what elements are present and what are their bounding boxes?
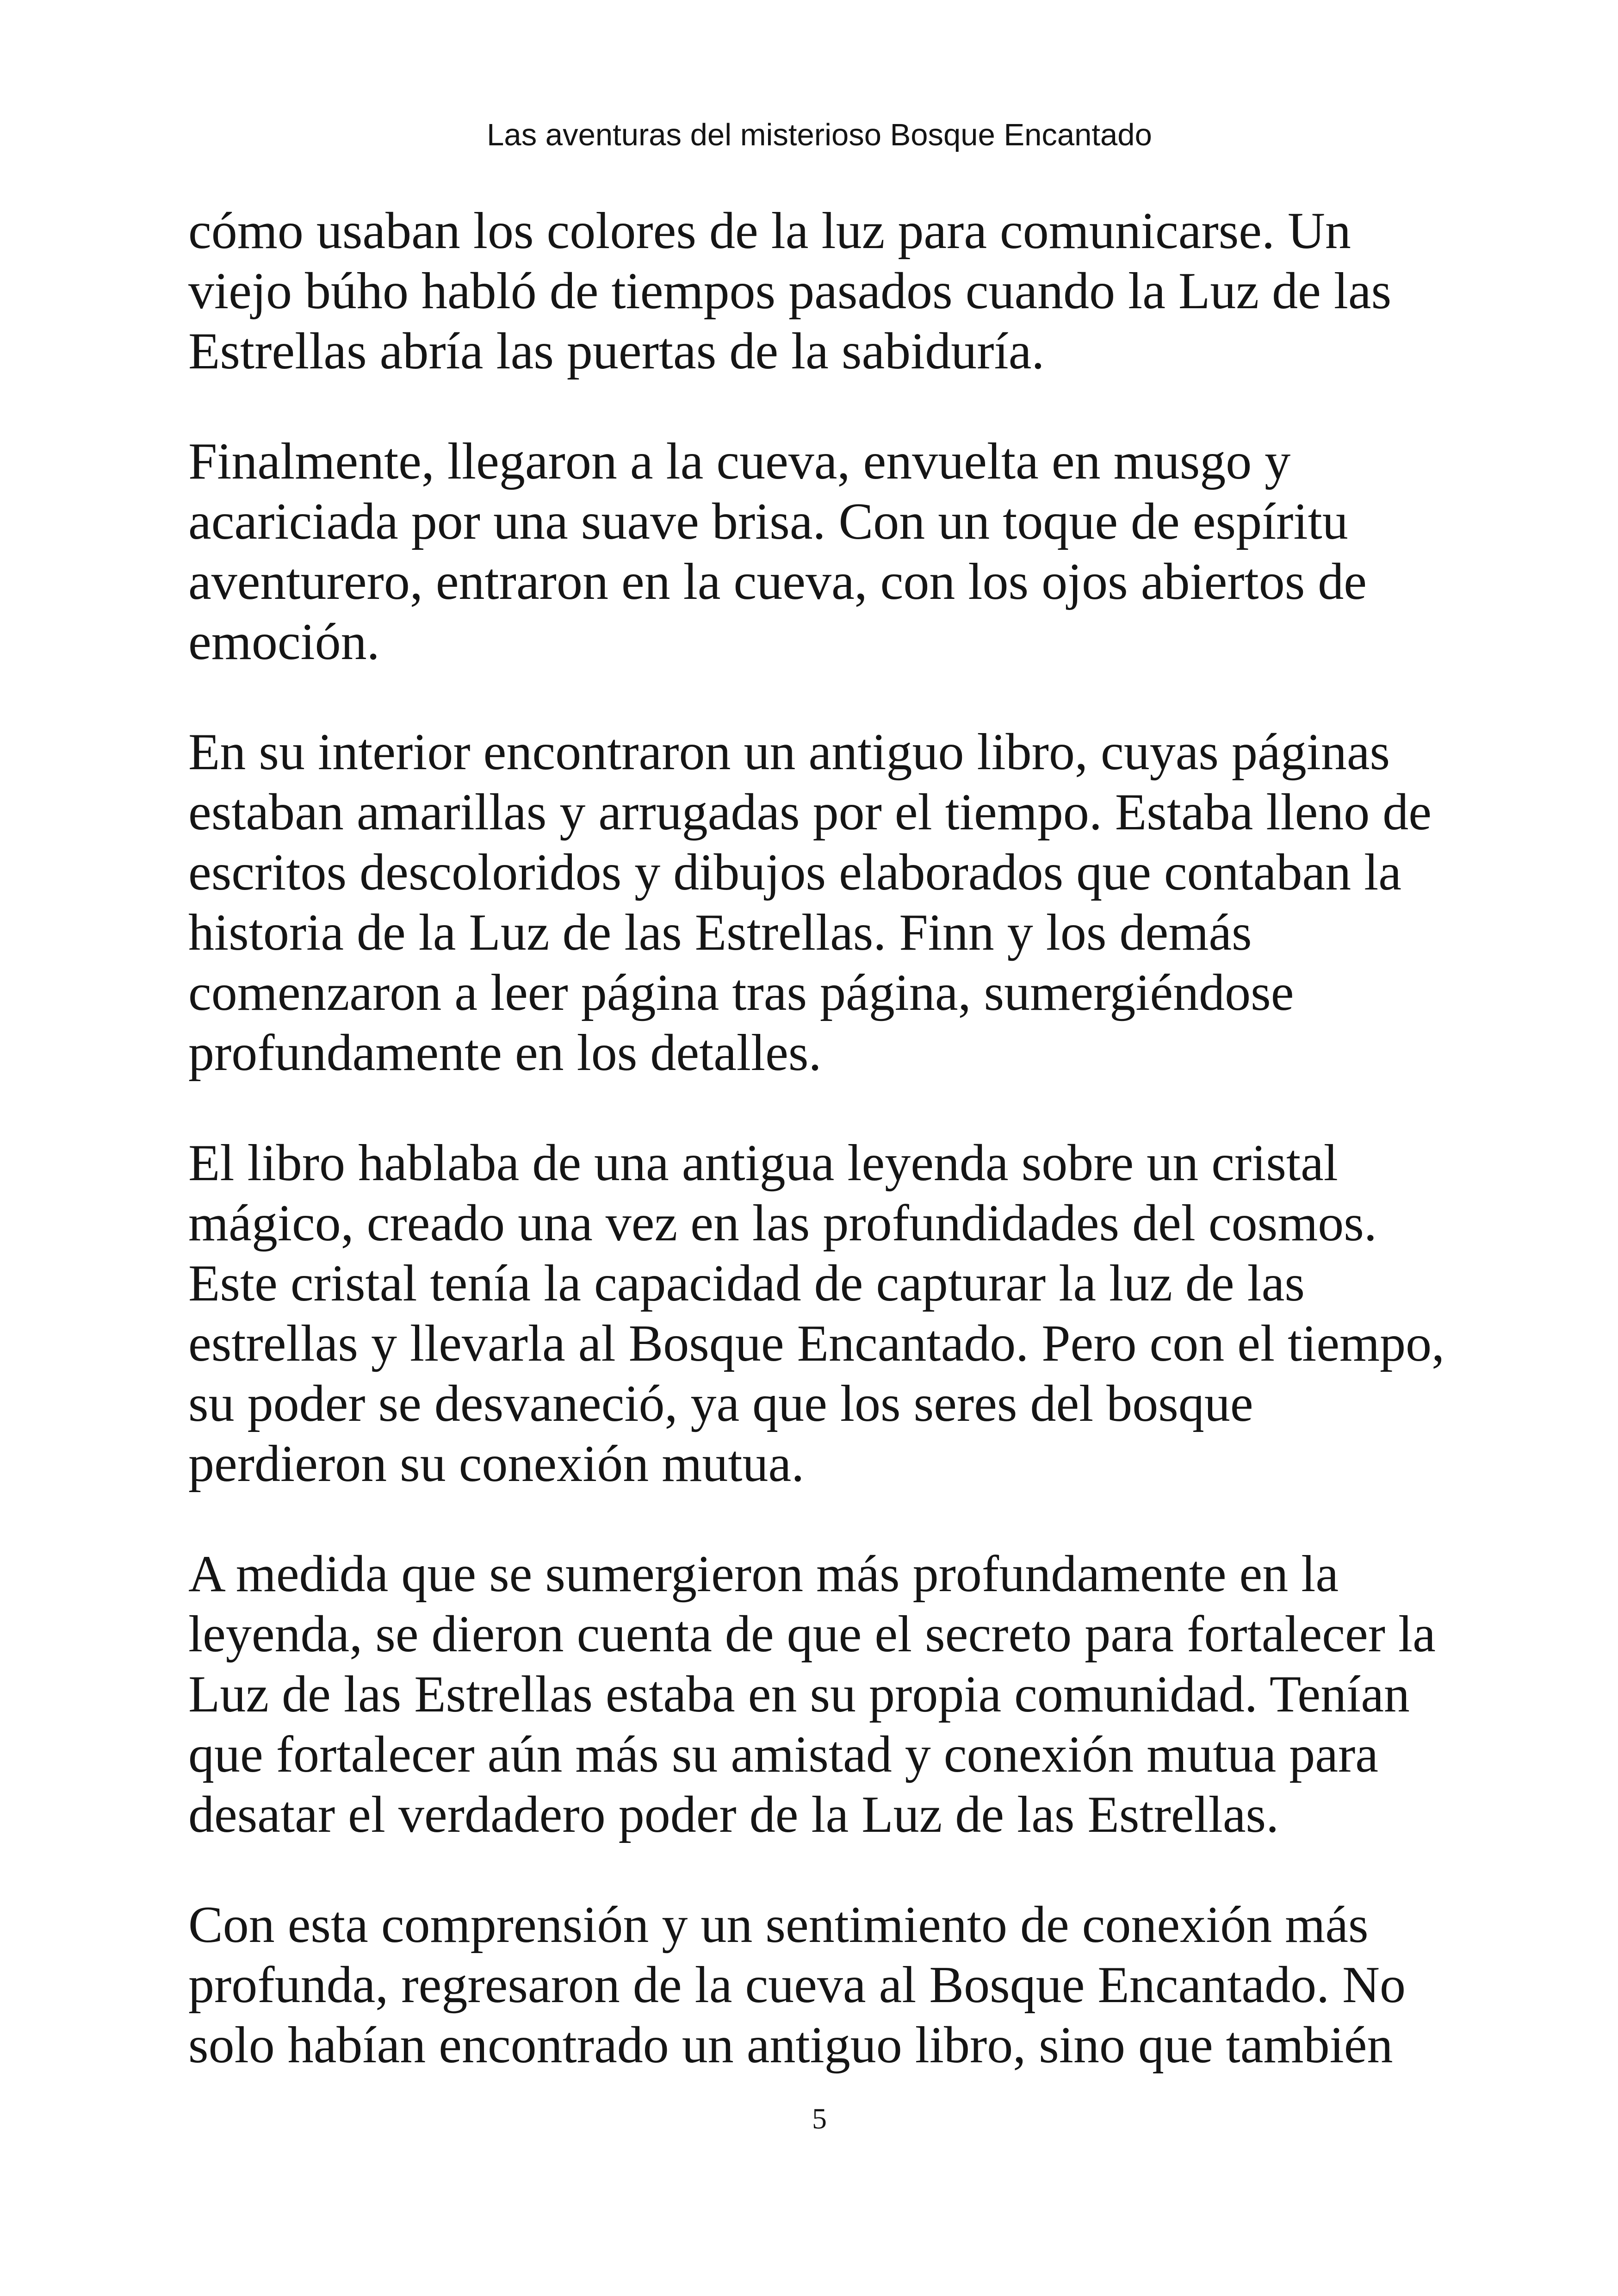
text-line: historia de la Luz de las Estrellas. Finn y los demás — [188, 904, 1252, 961]
text-line: viejo búho habló de tiempos pasados cuando la Luz de las — [188, 262, 1392, 320]
text-line: estrellas y llevarla al Bosque Encantado. Pero con el tiempo, — [188, 1315, 1445, 1372]
text-line: Finalmente, llegaron a la cueva, envuelta en musgo y — [188, 433, 1291, 490]
text-line: Luz de las Estrellas estaba en su propia comunidad. Tenían — [188, 1666, 1410, 1723]
paragraph — [188, 1133, 1451, 1494]
text-line: A medida que se sumergieron más profundamente en la — [188, 1545, 1339, 1603]
page-number: 5 — [812, 2102, 827, 2135]
text-line: acariciada por una suave brisa. Con un toque de espíritu — [188, 493, 1348, 550]
text-line: desatar el verdadero poder de la Luz de las Estrellas. — [188, 1786, 1279, 1843]
text-line: Este cristal tenía la capacidad de capturar la luz de las — [188, 1255, 1305, 1312]
text-line: Con esta comprensión y un sentimiento de conexión más — [188, 1896, 1369, 1954]
text-line: escritos descoloridos y dibujos elaborados que contaban la — [188, 844, 1401, 901]
text-line: leyenda, se dieron cuenta de que el secreto para fortalecer la — [188, 1605, 1436, 1663]
text-line: comenzaron a leer página tras página, sumergiéndose — [188, 964, 1294, 1021]
paragraph — [188, 201, 1451, 381]
text-line: que fortalecer aún más su amistad y conexión mutua para — [188, 1726, 1378, 1783]
running-header: Las aventuras del misterioso Bosque Encantado — [487, 118, 1152, 152]
text-line: estaban amarillas y arrugadas por el tiempo. Estaba lleno de — [188, 784, 1432, 841]
text-line: su poder se desvaneció, ya que los seres del bosque — [188, 1375, 1253, 1432]
text-line: profundamente en los detalles. — [188, 1024, 822, 1082]
text-line: En su interior encontraron un antiguo libro, cuyas páginas — [188, 723, 1390, 781]
paragraph — [188, 1895, 1451, 2075]
text-line: emoción. — [188, 613, 380, 671]
paragraph — [188, 722, 1451, 1083]
text-line: Estrellas abría las puertas de la sabiduría. — [188, 323, 1045, 380]
text-line: aventurero, entraron en la cueva, con los ojos abiertos de — [188, 553, 1367, 610]
paragraph — [188, 431, 1451, 672]
text-line: mágico, creado una vez en las profundidades del cosmos. — [188, 1195, 1377, 1252]
text-line: cómo usaban los colores de la luz para comunicarse. Un — [188, 202, 1351, 260]
body-text — [188, 201, 1451, 2075]
text-line: El libro hablaba de una antigua leyenda sobre un cristal — [188, 1134, 1338, 1192]
text-line: perdieron su conexión mutua. — [188, 1435, 805, 1493]
text-line: solo habían encontrado un antiguo libro, sino que también — [188, 2016, 1393, 2074]
paragraph — [188, 1544, 1451, 1845]
text-line: profunda, regresaron de la cueva al Bosque Encantado. No — [188, 1956, 1406, 2014]
